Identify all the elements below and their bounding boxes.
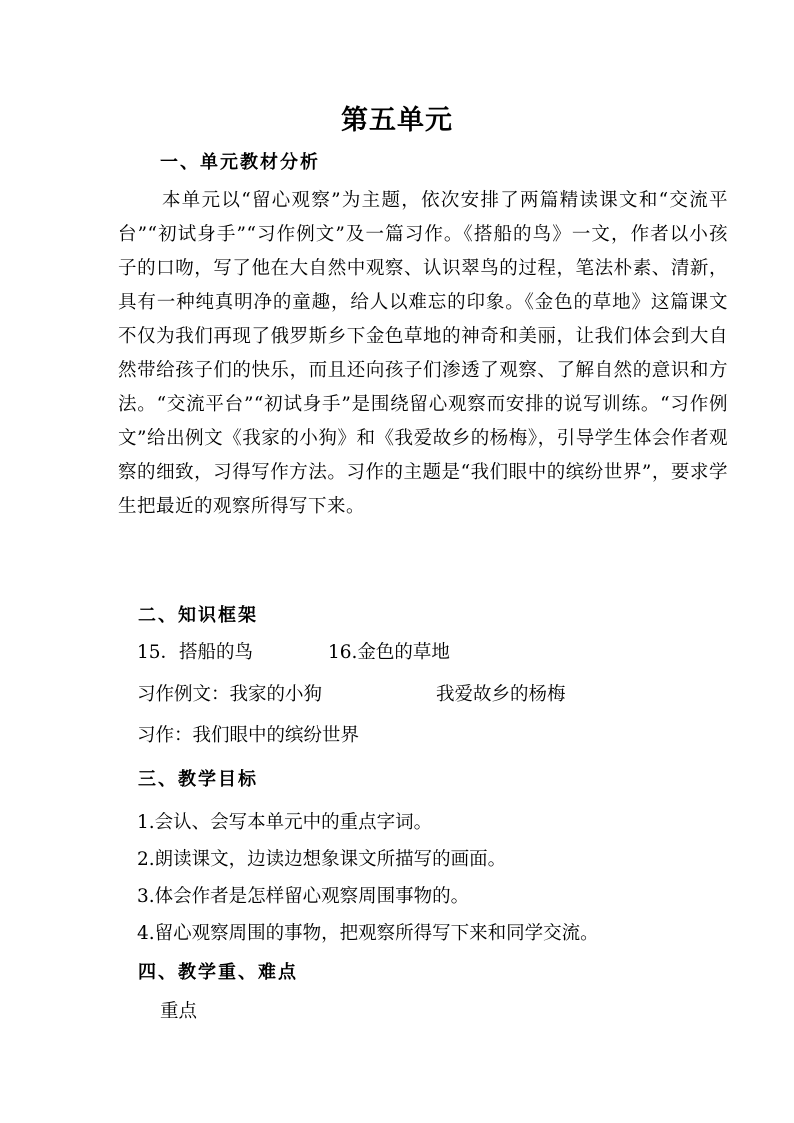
- section-heading-analysis: 一、单元教材分析: [160, 152, 320, 173]
- page-title: 第五单元: [341, 105, 453, 136]
- goal-item: 2.朗读课文，边读边想象课文所描写的画面。: [137, 849, 507, 870]
- goal-item: 3.体会作者是怎样留心观察周围事物的。: [137, 886, 470, 907]
- example-essays-label: 习作例文：我家的小狗: [137, 684, 323, 705]
- section-heading-key-points: 四、教学重、难点: [138, 962, 298, 983]
- lesson-16: 16.金色的草地: [328, 642, 450, 663]
- key-points-subheading: 重点: [160, 1001, 198, 1022]
- example-essay-2: 我爱故乡的杨梅: [436, 684, 566, 705]
- writing-topic: 习作：我们眼中的缤纷世界: [137, 725, 360, 746]
- section-heading-framework: 二、知识框架: [138, 605, 258, 626]
- goal-item: 4.留心观察周围的事物，把观察所得写下来和同学交流。: [137, 923, 599, 944]
- analysis-paragraph: 本单元以“留心观察”为主题，依次安排了两篇精读课文和“交流平台”“初试身手”“习作例文”及一篇习作。《搭船的鸟》一文，作者以小孩子的口吻，写了他在大自然中观察、认识翠鸟的过程，笔法朴素、清新，具有一种纯真明净的童趣，给人以难忘的印象。《金色的草地》这篇课文不仅为我们再现了俄罗斯乡下金色草地的神奇和美丽，让我们体会到大自然带给孩子们的快乐，而且还向孩子们渗透了观察、了解自然的意识和方法。“交流平台”“初试身手”是围绕留心观察而安排的说写训练。“习作例文”给出例文《我家的小狗》和《我爱故乡的杨梅》，引导学生体会作者观察的细致，习得写作方法。习作的主题是“我们眼中的缤纷世界”，要求学生把最近的观察所得写下来。: [118, 190, 728, 517]
- section-heading-goals: 三、教学目标: [138, 769, 258, 790]
- lesson-15: 15．搭船的鸟: [137, 642, 254, 663]
- goal-item: 1.会认、会写本单元中的重点字词。: [137, 812, 433, 833]
